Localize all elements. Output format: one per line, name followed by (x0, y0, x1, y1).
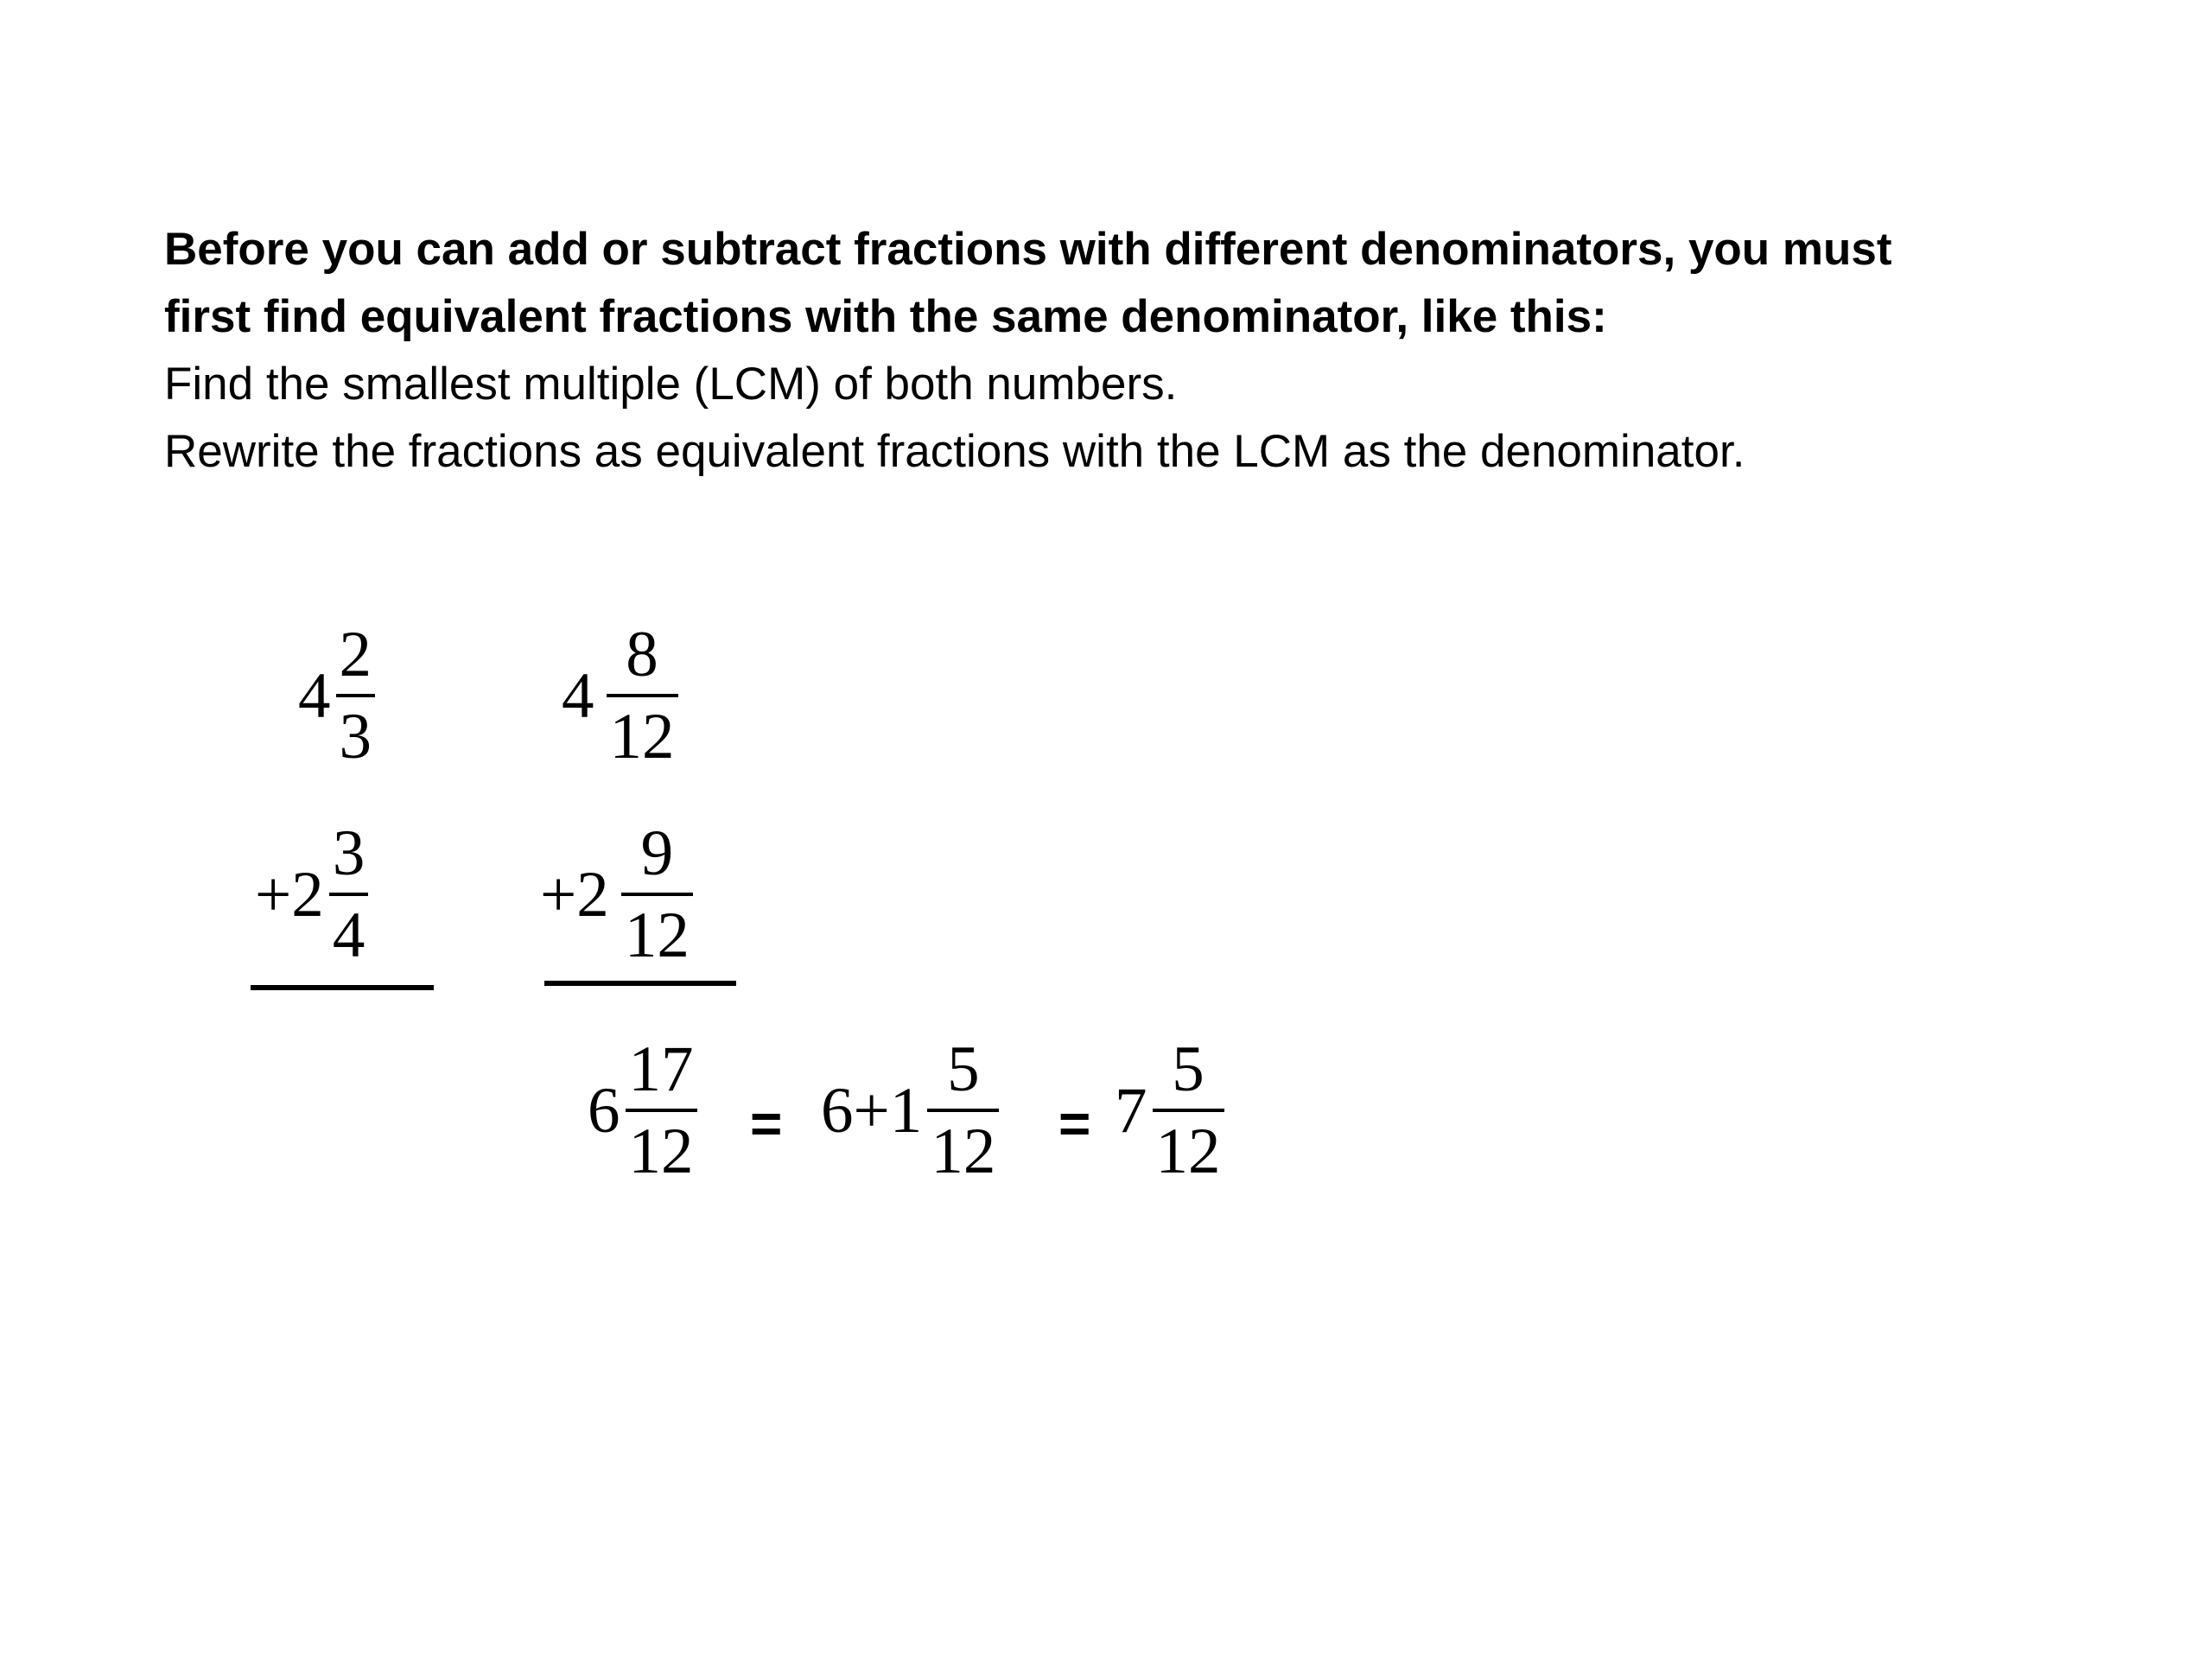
denominator: 12 (624, 899, 690, 971)
denominator: 12 (1155, 1116, 1221, 1187)
fraction (927, 1033, 999, 1187)
denominator: 4 (332, 899, 365, 971)
result-sum-mixed-number (588, 1033, 697, 1187)
numerator: 5 (947, 1033, 980, 1105)
fraction-bar (336, 694, 376, 697)
fraction-bar (1153, 1109, 1224, 1112)
fraction-bar (329, 893, 369, 896)
original-top-mixed-number (298, 619, 375, 772)
numerator: 2 (339, 619, 372, 690)
equivalent-bottom-mixed-number (540, 817, 693, 971)
numerator: 5 (1172, 1033, 1205, 1105)
fraction (607, 619, 678, 772)
step-prefix: 6+1 (821, 1074, 923, 1147)
whole-part: 4 (298, 659, 331, 732)
fraction (626, 1033, 697, 1187)
fraction (1153, 1033, 1224, 1187)
sum-line-equivalent (544, 981, 736, 986)
fraction-bar (626, 1109, 697, 1112)
sum-line-original (251, 985, 434, 990)
equals-sign: = (750, 1092, 783, 1154)
result-step-expression (821, 1033, 999, 1187)
intro-line-1: Before you can add or subtract fractions with different denominators, you must (164, 224, 1892, 275)
denominator: 12 (931, 1116, 996, 1187)
whole-part: 4 (562, 659, 594, 732)
equals-sign: = (1058, 1092, 1091, 1154)
result-final-mixed-number (1115, 1033, 1224, 1187)
fraction-bar (607, 694, 678, 697)
fraction (329, 817, 369, 971)
whole-part: +2 (255, 858, 324, 931)
whole-part: 7 (1115, 1074, 1147, 1147)
denominator: 3 (339, 701, 372, 772)
original-bottom-mixed-number (255, 817, 368, 971)
fraction (336, 619, 376, 772)
intro-line-4: Rewrite the fractions as equivalent fractions with the LCM as the denominator. (164, 426, 1745, 477)
instructions (164, 216, 2108, 486)
numerator: 3 (332, 817, 365, 889)
fraction-bar (927, 1109, 999, 1112)
fraction (621, 817, 693, 971)
denominator: 12 (609, 701, 675, 772)
fraction-bar (621, 893, 693, 896)
equivalent-top-mixed-number (562, 619, 678, 772)
denominator: 12 (628, 1116, 694, 1187)
whole-part: +2 (540, 858, 609, 931)
numerator: 9 (640, 817, 674, 889)
numerator: 8 (626, 619, 658, 690)
intro-line-2: first find equivalent fractions with the same denominator, like this: (164, 291, 1607, 342)
intro-line-3: Find the smallest multiple (LCM) of both numbers. (164, 359, 1178, 410)
numerator: 17 (628, 1033, 694, 1105)
whole-part: 6 (588, 1074, 620, 1147)
